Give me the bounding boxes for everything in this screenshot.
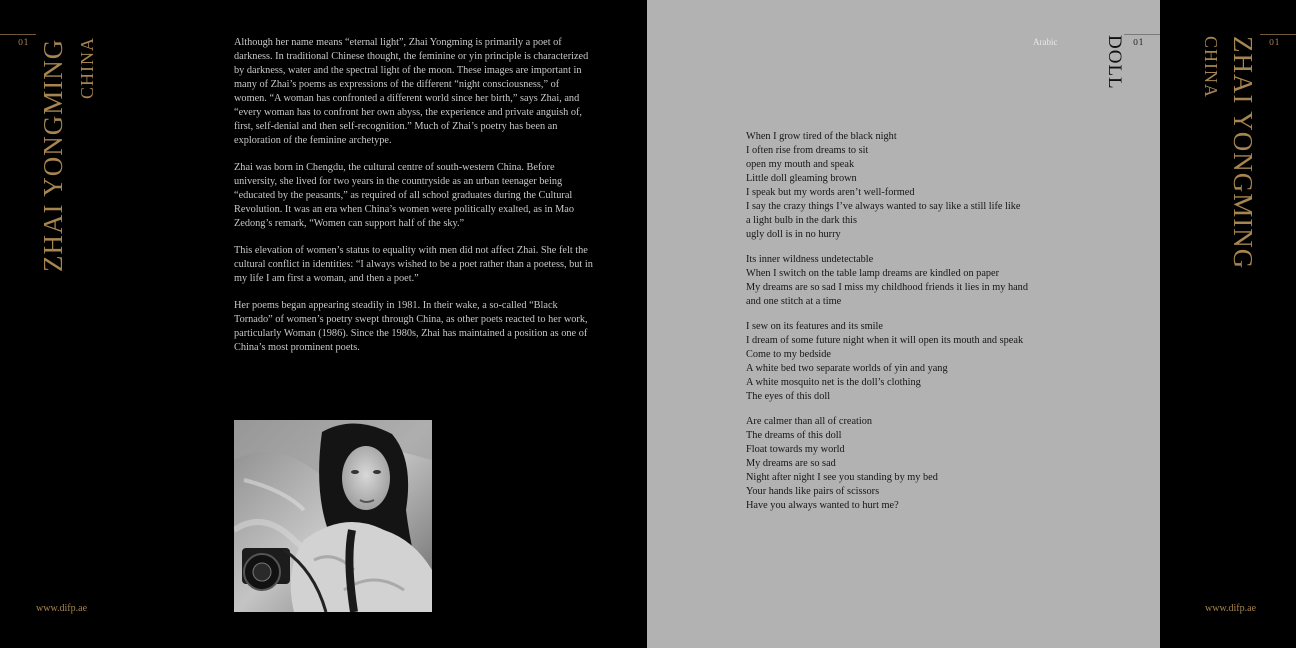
website-link[interactable]: www.difp.ae	[36, 603, 88, 614]
poem-line: I often rise from dreams to sit	[746, 145, 869, 156]
poem-line: ugly doll is in no hurry	[746, 229, 841, 240]
poem-line: I say the crazy things I’ve always wanted to say like a still life like	[746, 201, 1021, 212]
poem-line: I speak but my words aren’t well-formed	[746, 187, 915, 198]
poem-line: I sew on its features and its smile	[746, 321, 883, 332]
country-vertical: CHINA	[77, 37, 97, 99]
poem-line: open my mouth and speak	[746, 159, 855, 170]
right-page-number: 01	[1269, 38, 1281, 47]
poem-page-number: 01	[1133, 38, 1145, 47]
poem-line: A white bed two separate worlds of yin and yang	[746, 363, 948, 374]
bio-paragraph-1: Although her name means “eternal light”, Zhai Yongming is primarily a poet of darkness. In traditional Chinese thought, the feminine or yin principle is characterized by darkness, water and the spectral light of the moon. These images are important in many of Zhai’s poems as expressions of the different “night consciousness,” of women. “A woman has confronted a different world since her birth,” says Zhai, and “every woman has to confront her own abyss, the experience and private anguish of, first, self-denial and then self-recognition.” Much of Zhai’s poetry has been an exploration of the feminine archetype.	[234, 37, 589, 146]
poem-title-vertical: DOLL	[1104, 35, 1125, 90]
page-number-rule	[0, 34, 36, 35]
right-page-number-rule	[1260, 34, 1296, 35]
poem-line: Its inner wildness undetectable	[746, 254, 874, 265]
poem-line: When I switch on the table lamp dreams are kindled on paper	[746, 268, 1000, 279]
poem-line: Your hands like pairs of scissors	[746, 486, 880, 497]
website-link-right[interactable]: www.difp.ae	[1205, 603, 1257, 614]
stanza	[746, 320, 1036, 404]
poet-name-vertical-right: ZHAI YONGMING	[1228, 36, 1258, 270]
poem-page-number-rule	[1124, 34, 1160, 35]
poem-line: My dreams are so sad	[746, 458, 836, 469]
poem-line: A white mosquito net is the doll’s clothing	[746, 377, 921, 388]
poem-line: The eyes of this doll	[746, 391, 831, 402]
page-number: 01	[18, 38, 30, 47]
bio-paragraph-3: This elevation of women’s status to equality with men did not affect Zhai. She felt the cultural conflict in identities: “I always wished to be a poet rather than a poetess, but in my life I am first a woman, and then a poet.”	[234, 245, 593, 284]
poem-line: My dreams are so sad I miss my childhood friends it lies in my hand and one stitch at a time	[746, 282, 1028, 307]
country-vertical-right: CHINA	[1201, 36, 1221, 98]
bio-paragraph-2: Zhai was born in Chengdu, the cultural centre of south-western China. Before university, she lived for two years in the countryside as an urban teenager being “educated by the peasants,” as required of all school graduates during the Cultural Revolution. It was an era when China’s women were politically exalted, as in Mao Zedong’s remark, “Women can support half of the sky.”	[234, 162, 574, 229]
poem-line: The dreams of this doll	[746, 430, 842, 441]
poem-line: Have you always wanted to hurt me?	[746, 500, 899, 511]
stanza	[746, 130, 1036, 242]
poem-line: I dream of some future night when it will open its mouth and speak	[746, 335, 1024, 346]
poet-name-vertical: ZHAI YONGMING	[38, 38, 68, 272]
bio-paragraph-4: Her poems began appearing steadily in 1981. In their wake, a so-called “Black Tornado” of women’s poetry swept through China, as other poets reacted to her work, particularly Woman (1986). Since the 1980s, Zhai has maintained a position as one of China’s most prominent poets.	[234, 300, 588, 353]
poem-line: When I grow tired of the black night	[746, 131, 897, 142]
poet-biography	[234, 36, 594, 368]
poem-line: Are calmer than all of creation	[746, 416, 873, 427]
poem-line: a light bulb in the dark this	[746, 215, 857, 226]
poem-line: Float towards my world	[746, 444, 845, 455]
poem-line: Little doll gleaming brown	[746, 173, 857, 184]
poet-photo	[234, 420, 432, 612]
poem-line: Night after night I see you standing by my bed	[746, 472, 938, 483]
poem-body	[746, 130, 1036, 524]
poet-photo-image	[234, 420, 432, 612]
stanza	[746, 415, 1036, 513]
left-page	[0, 0, 647, 648]
stanza	[746, 253, 1036, 309]
poem-line: Come to my bedside	[746, 349, 831, 360]
language-label: Arabic	[1033, 37, 1058, 47]
